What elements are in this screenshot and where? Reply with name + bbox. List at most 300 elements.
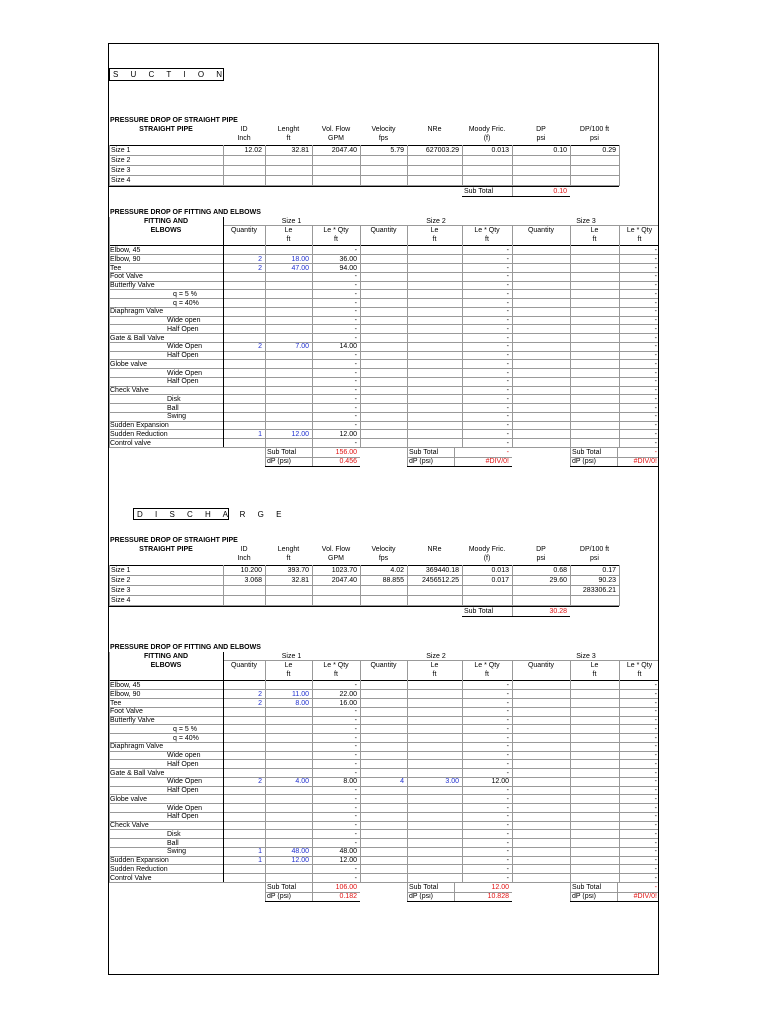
- table-cell: 36.00: [339, 255, 357, 263]
- row-label: Diaphragm Valve: [110, 308, 164, 316]
- grid-line: [462, 145, 463, 186]
- row-label: Butterfly Valve: [110, 282, 155, 289]
- grid-line: [223, 225, 659, 226]
- table-cell: 0.10: [553, 147, 567, 154]
- table-cell: 12.00: [339, 857, 357, 864]
- table-cell: -: [654, 822, 657, 829]
- grid-line: [570, 901, 659, 902]
- column-unit: ft: [334, 671, 338, 678]
- row-label: Wide Open: [167, 369, 203, 377]
- discharge-title: D I S C H A R G E: [137, 510, 287, 519]
- table-cell: -: [354, 787, 357, 794]
- size-header: Size 2: [426, 218, 446, 225]
- grid-line: [109, 768, 659, 769]
- sub-total-value: -: [654, 884, 657, 892]
- grid-line: [619, 565, 620, 606]
- row-label: Size 3: [111, 167, 131, 174]
- grid-line: [360, 225, 361, 447]
- column-unit: psi: [590, 135, 599, 142]
- sub-total-label: Sub Total: [464, 188, 494, 195]
- row-label: Half Open: [167, 325, 199, 333]
- grid-line: [109, 742, 659, 743]
- table-cell: -: [506, 308, 509, 316]
- table-cell: 627003.29: [425, 147, 459, 154]
- table-cell: 1: [258, 857, 262, 864]
- table-cell: -: [506, 378, 509, 386]
- table-cell: -: [506, 317, 509, 324]
- table-cell: -: [354, 369, 357, 377]
- column-unit: ft: [432, 671, 437, 678]
- grid-line: [109, 829, 659, 830]
- table-cell: 2047.40: [331, 147, 357, 154]
- grid-line: [265, 225, 266, 447]
- grid-line: [223, 565, 224, 606]
- table-cell: -: [654, 743, 657, 751]
- row-label: Sudden Expansion: [110, 857, 169, 864]
- table-cell: -: [506, 699, 509, 707]
- size-header: Size 3: [576, 653, 596, 660]
- table-cell: -: [354, 404, 357, 412]
- grid-line: [109, 307, 659, 308]
- column-header: Quantity: [370, 227, 397, 234]
- grid-line: [223, 652, 224, 882]
- table-cell: 47.00: [291, 264, 309, 272]
- table-cell: 48.00: [291, 848, 309, 856]
- column-header: Lenght: [277, 546, 300, 553]
- table-cell: -: [354, 769, 357, 777]
- grid-line: [109, 794, 659, 795]
- grid-line: [109, 821, 659, 822]
- grid-line: [109, 847, 659, 848]
- column-header: Velocity: [371, 546, 396, 553]
- table-cell: -: [654, 848, 657, 856]
- grid-line: [265, 565, 266, 606]
- grid-line: [109, 245, 659, 246]
- grid-line: [619, 660, 620, 882]
- grid-line: [265, 145, 266, 186]
- row-label: Gate & Ball Valve: [110, 769, 165, 777]
- table-cell: -: [654, 247, 657, 254]
- table-cell: -: [654, 778, 657, 786]
- grid-line: [223, 145, 224, 186]
- row-label: Sudden Reduction: [110, 865, 168, 873]
- column-header: Le: [590, 227, 599, 234]
- table-cell: 11.00: [292, 690, 309, 698]
- grid-line: [570, 145, 571, 186]
- table-cell: -: [354, 308, 357, 316]
- grid-line: [617, 448, 618, 466]
- table-cell: 2047.40: [331, 577, 357, 584]
- row-label: Ball: [167, 404, 179, 412]
- table-cell: -: [506, 822, 509, 829]
- column-header: FITTING AND: [143, 653, 189, 660]
- column-unit: psi: [536, 555, 546, 562]
- dp-label: dP (psi): [267, 458, 291, 466]
- size-header: Size 1: [281, 218, 302, 225]
- grid-line: [407, 145, 408, 186]
- table-cell: -: [354, 439, 357, 447]
- column-header: ID: [240, 546, 248, 553]
- column-header: DP: [536, 546, 546, 553]
- section-heading: PRESSURE DROP OF FITTING AND ELBOWS: [110, 209, 261, 216]
- table-cell: -: [354, 282, 357, 289]
- column-header: NRe: [427, 546, 442, 553]
- row-label: Size 1: [111, 567, 131, 574]
- column-unit: ft: [286, 555, 291, 562]
- table-cell: -: [654, 369, 657, 377]
- table-cell: 22.00: [339, 690, 357, 698]
- table-cell: -: [354, 822, 357, 829]
- row-label: Check Valve: [110, 822, 149, 829]
- table-cell: -: [654, 690, 657, 698]
- row-label: Half Open: [167, 760, 199, 768]
- table-cell: -: [354, 378, 357, 386]
- sub-total-label: Sub Total: [464, 608, 494, 615]
- table-cell: -: [654, 752, 657, 759]
- grid-line: [109, 272, 659, 273]
- column-unit: ft: [432, 236, 437, 243]
- table-cell: -: [354, 725, 357, 733]
- table-cell: -: [506, 682, 509, 689]
- column-header: DP/100 ft: [579, 126, 610, 133]
- table-cell: 3.068: [244, 577, 262, 584]
- grid-line: [360, 145, 361, 186]
- row-label: Disk: [167, 395, 181, 403]
- table-cell: -: [506, 874, 509, 882]
- sub-total-value: 30.28: [549, 608, 567, 615]
- table-cell: -: [506, 387, 509, 394]
- grid-line: [109, 421, 659, 422]
- grid-line: [312, 145, 313, 186]
- table-cell: -: [654, 317, 657, 324]
- column-header: Le * Qty: [626, 227, 653, 234]
- table-cell: -: [506, 865, 509, 873]
- sub-total-label: Sub Total: [409, 449, 439, 457]
- grid-line: [407, 466, 512, 467]
- table-cell: -: [354, 839, 357, 847]
- column-header: Quantity: [230, 227, 258, 234]
- row-label: Elbow, 90: [110, 690, 141, 698]
- table-cell: 283306.21: [582, 587, 616, 594]
- row-label: Wide Open: [167, 343, 203, 351]
- table-cell: -: [654, 290, 657, 298]
- grid-line: [570, 225, 571, 447]
- grid-line: [512, 660, 513, 882]
- table-cell: 12.00: [491, 778, 509, 786]
- grid-line: [570, 883, 571, 901]
- table-cell: -: [506, 255, 509, 263]
- grid-line: [265, 660, 266, 882]
- grid-line: [109, 864, 659, 865]
- dp-label: dP (psi): [409, 458, 433, 466]
- grid-line: [454, 448, 455, 466]
- table-cell: -: [506, 264, 509, 272]
- grid-line: [109, 263, 659, 264]
- column-unit: GPM: [328, 555, 344, 562]
- grid-line: [617, 883, 618, 901]
- table-cell: 90.23: [598, 577, 616, 584]
- table-cell: -: [354, 743, 357, 751]
- grid-line: [512, 145, 513, 186]
- grid-line: [570, 448, 571, 466]
- table-cell: 393.70: [287, 567, 309, 574]
- row-label: Size 2: [111, 157, 131, 164]
- table-cell: -: [354, 273, 357, 281]
- table-cell: 2456512.25: [422, 577, 459, 584]
- table-cell: -: [506, 273, 509, 281]
- table-cell: -: [506, 282, 509, 289]
- table-cell: -: [354, 752, 357, 759]
- table-cell: 8.00: [343, 778, 357, 786]
- column-unit: ft: [334, 236, 338, 243]
- sub-total-value: 12.00: [491, 884, 509, 892]
- grid-line: [407, 457, 512, 458]
- section-heading: PRESSURE DROP OF STRAIGHT PIPE: [110, 537, 238, 544]
- column-unit: ft: [485, 671, 489, 678]
- column-header: Le: [430, 662, 439, 669]
- table-cell: -: [506, 343, 509, 351]
- table-cell: -: [506, 247, 509, 254]
- table-cell: -: [506, 360, 509, 368]
- table-cell: -: [354, 247, 357, 254]
- column-unit: fps: [378, 555, 389, 562]
- grid-line: [109, 585, 619, 586]
- grid-line: [109, 565, 110, 606]
- table-cell: -: [654, 787, 657, 794]
- column-unit: ft: [286, 236, 291, 243]
- column-header: Vol. Flow: [321, 126, 351, 133]
- grid-line: [570, 466, 659, 467]
- table-cell: 7.00: [295, 343, 309, 351]
- column-header: Le * Qty: [474, 662, 500, 669]
- table-cell: -: [654, 299, 657, 307]
- table-cell: -: [506, 769, 509, 777]
- column-header: Le: [284, 662, 293, 669]
- grid-line: [265, 448, 266, 466]
- table-cell: 3.00: [445, 778, 459, 786]
- row-label: Half Open: [167, 813, 199, 821]
- table-cell: -: [506, 413, 509, 421]
- row-label: Sudden Expansion: [110, 422, 169, 429]
- grid-line: [109, 873, 659, 874]
- table-cell: -: [506, 734, 509, 742]
- table-cell: -: [654, 352, 657, 359]
- column-header: Quantity: [527, 227, 555, 234]
- grid-line: [512, 565, 513, 606]
- column-unit: psi: [590, 555, 599, 562]
- table-cell: -: [354, 352, 357, 359]
- table-cell: -: [354, 717, 357, 724]
- row-label: Elbow, 90: [110, 255, 141, 263]
- table-cell: -: [654, 682, 657, 689]
- table-cell: -: [506, 752, 509, 759]
- grid-line: [109, 716, 659, 717]
- column-unit: (f): [483, 135, 491, 142]
- row-label: Disk: [167, 830, 181, 838]
- row-label: q = 40%: [173, 299, 199, 307]
- grid-line: [109, 155, 619, 156]
- table-cell: 12.00: [291, 430, 309, 438]
- column-unit: ft: [485, 236, 489, 243]
- table-cell: -: [354, 395, 357, 403]
- table-cell: 4.00: [295, 778, 309, 786]
- column-header: Le: [590, 662, 599, 669]
- table-cell: -: [506, 830, 509, 838]
- row-label: Diaphragm Valve: [110, 743, 164, 751]
- table-cell: 2: [258, 343, 262, 351]
- grid-line: [462, 196, 570, 197]
- column-header: Quantity: [230, 662, 258, 669]
- table-cell: -: [506, 422, 509, 429]
- table-cell: -: [354, 422, 357, 429]
- row-label: Foot Valve: [110, 273, 143, 281]
- table-cell: -: [506, 334, 509, 342]
- grid-line: [109, 689, 659, 690]
- table-cell: -: [654, 874, 657, 882]
- table-cell: -: [354, 387, 357, 394]
- grid-line: [512, 607, 513, 616]
- table-cell: -: [506, 369, 509, 377]
- sub-total-label: Sub Total: [267, 884, 297, 892]
- row-label: Butterfly Valve: [110, 717, 155, 724]
- table-cell: -: [654, 699, 657, 707]
- table-cell: 18.00: [291, 255, 309, 263]
- row-label: Half Open: [167, 378, 199, 386]
- column-unit: fps: [378, 135, 389, 142]
- table-cell: -: [354, 360, 357, 368]
- grid-line: [109, 254, 659, 255]
- table-cell: 14.00: [339, 343, 357, 351]
- table-cell: 10.200: [240, 567, 262, 574]
- grid-line: [407, 225, 408, 447]
- row-label: Size 4: [111, 177, 131, 184]
- grid-line: [512, 187, 513, 196]
- table-cell: -: [654, 830, 657, 838]
- table-cell: 2: [258, 264, 262, 272]
- column-header: ID: [240, 126, 248, 133]
- grid-line: [312, 225, 313, 447]
- table-cell: -: [506, 352, 509, 359]
- grid-line: [223, 217, 224, 447]
- row-label: q = 40%: [173, 734, 199, 742]
- row-label: Control Valve: [110, 874, 152, 882]
- sub-total-label: Sub Total: [267, 449, 297, 457]
- row-label: Gate & Ball Valve: [110, 334, 165, 342]
- sub-total-label: Sub Total: [572, 884, 602, 892]
- column-header: Le * Qty: [323, 227, 349, 234]
- grid-line: [109, 680, 659, 681]
- table-cell: 12.02: [244, 147, 262, 154]
- grid-line: [109, 438, 659, 439]
- grid-line: [109, 165, 619, 166]
- table-cell: 8.00: [295, 699, 309, 707]
- dp-value: 0.456: [339, 458, 357, 466]
- table-cell: -: [506, 690, 509, 698]
- table-cell: 94.00: [339, 264, 357, 272]
- table-cell: -: [654, 865, 657, 873]
- column-unit: Inch: [237, 555, 251, 562]
- spreadsheet-page: [108, 43, 659, 975]
- table-cell: -: [654, 334, 657, 342]
- table-cell: -: [654, 395, 657, 403]
- sub-total-value: -: [654, 449, 657, 457]
- grid-line: [109, 652, 110, 882]
- table-cell: 32.81: [291, 577, 309, 584]
- size-header: Size 3: [576, 218, 596, 225]
- dp-label: dP (psi): [409, 893, 433, 901]
- table-cell: 16.00: [339, 699, 357, 707]
- grid-line: [109, 403, 659, 404]
- suction-title-box: [109, 68, 228, 81]
- table-cell: 0.29: [602, 147, 616, 154]
- table-cell: -: [654, 343, 657, 351]
- table-cell: -: [654, 387, 657, 394]
- table-cell: 2: [258, 255, 262, 263]
- table-cell: -: [506, 299, 509, 307]
- table-cell: 1: [258, 430, 262, 438]
- grid-line: [109, 359, 659, 360]
- column-unit: Inch: [237, 135, 251, 142]
- table-cell: -: [506, 839, 509, 847]
- table-cell: -: [354, 795, 357, 803]
- table-cell: -: [506, 439, 509, 447]
- table-cell: 2: [258, 699, 262, 707]
- column-header: Le: [430, 227, 439, 234]
- table-cell: -: [506, 857, 509, 864]
- row-label: Wide open: [167, 752, 201, 759]
- grid-line: [407, 660, 408, 882]
- discharge-title-box: [133, 508, 287, 520]
- grid-line: [109, 217, 110, 447]
- grid-line: [570, 660, 571, 882]
- table-cell: -: [506, 743, 509, 751]
- table-cell: 0.013: [491, 567, 509, 574]
- grid-line: [109, 394, 659, 395]
- section-heading: PRESSURE DROP OF STRAIGHT PIPE: [110, 117, 238, 124]
- grid-line: [619, 145, 620, 186]
- sub-total-value: 106.00: [335, 884, 357, 892]
- table-cell: -: [654, 857, 657, 864]
- table-cell: -: [654, 255, 657, 263]
- column-header: Le: [284, 227, 293, 234]
- grid-line: [265, 901, 360, 902]
- row-label: Size 1: [111, 147, 131, 154]
- grid-line: [109, 856, 659, 857]
- table-cell: -: [506, 325, 509, 333]
- row-label: Globe valve: [110, 795, 147, 803]
- row-label: Sudden Reduction: [110, 430, 168, 438]
- column-header: Moody Fric.: [468, 546, 506, 553]
- dp-value: #DIV/0!: [485, 458, 509, 466]
- table-cell: -: [654, 273, 657, 281]
- row-label: Ball: [167, 839, 179, 847]
- column-unit: ft: [637, 671, 642, 678]
- grid-line: [109, 281, 659, 282]
- grid-line: [619, 225, 620, 447]
- grid-line: [462, 225, 463, 447]
- grid-line: [109, 698, 659, 699]
- grid-line: [570, 457, 659, 458]
- table-cell: 88.855: [382, 577, 404, 584]
- table-cell: -: [654, 325, 657, 333]
- row-label: q = 5 %: [173, 725, 197, 733]
- grid-line: [109, 707, 659, 708]
- grid-line: [312, 660, 313, 882]
- grid-line: [223, 660, 659, 661]
- table-cell: -: [354, 874, 357, 882]
- table-cell: -: [506, 760, 509, 768]
- row-label: Check Valve: [110, 387, 149, 394]
